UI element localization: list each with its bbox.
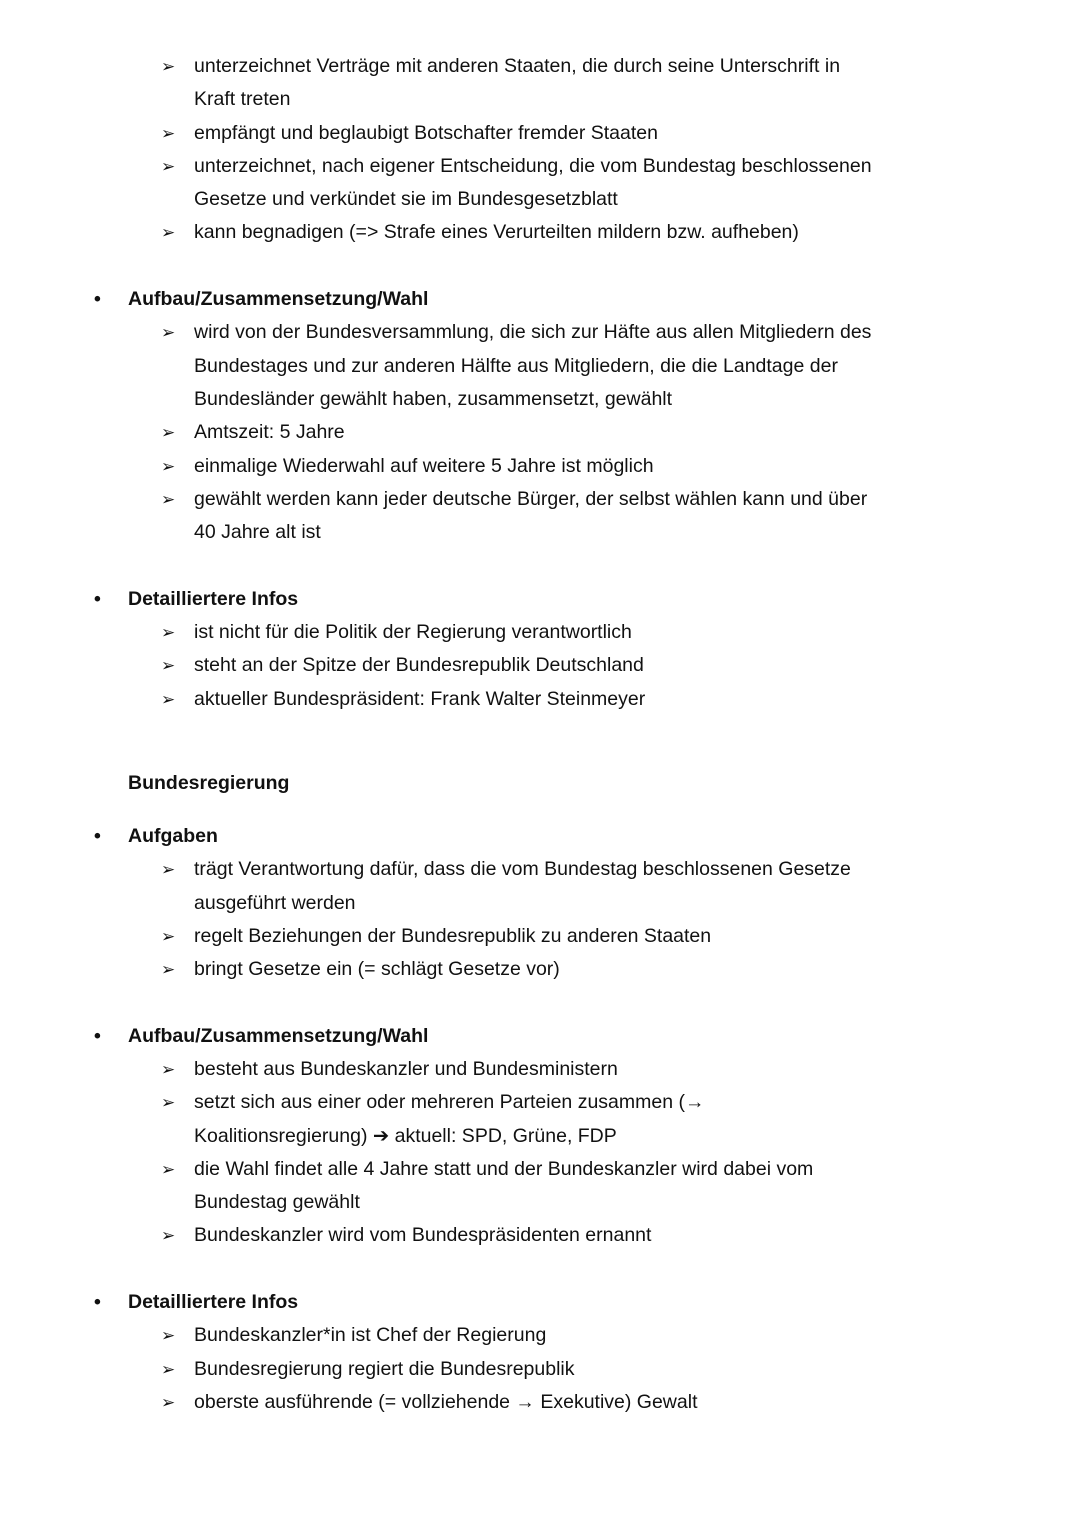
list-item-text: ist nicht für die Politik der Regierung verantwortlich [194, 621, 632, 644]
spacer [0, 986, 1080, 1019]
list-item [0, 483, 1080, 550]
list-item [0, 853, 1080, 920]
arrow-bullet-icon: ➢ [161, 960, 176, 980]
list-item [0, 649, 1080, 682]
list-item [0, 920, 1080, 953]
list-item-text: bringt Gesetze ein (= schlägt Gesetze vor) [194, 958, 560, 981]
list-item [0, 117, 1080, 150]
arrow-bullet-icon: ➢ [161, 323, 176, 343]
list-item-text: einmalige Wiederwahl auf weitere 5 Jahre ist möglich [194, 454, 654, 477]
arrow-bullet-icon: ➢ [161, 123, 176, 143]
list-item-text: gewählt werden kann jeder deutsche Bürger, der selbst wählen kann und über 40 Jahre alt ist [194, 487, 868, 544]
arrow-bullet-icon: ➢ [161, 57, 176, 76]
arrow-bullet-icon: ➢ [161, 623, 176, 643]
list-item [0, 1219, 1080, 1252]
list-item [0, 150, 1080, 217]
bullet-icon: • [94, 1024, 101, 1047]
arrow-bullet-icon: ➢ [161, 656, 176, 676]
spacer [0, 250, 1080, 283]
list-item-text: Amtszeit: 5 Jahre [194, 421, 345, 444]
list-item-text: trägt Verantwortung dafür, dass die vom Bundestag beschlossenen Gesetze ausgeführt werden [194, 858, 851, 914]
arrow-bullet-icon: ➢ [161, 423, 176, 443]
list-item-text: die Wahl findet alle 4 Jahre statt und der Bundeskanzler wird dabei vom Bundestag gewählt [194, 1157, 814, 1214]
list-item-text: empfängt und beglaubigt Botschafter fremder Staaten [194, 121, 658, 144]
list-item-text: Bundeskanzler*in ist Chef der Regierung [194, 1324, 547, 1347]
arrow-bullet-icon: ➢ [161, 860, 176, 880]
arrow-bullet-icon: ➢ [161, 1326, 176, 1346]
arrow-bullet-icon: ➢ [161, 156, 176, 176]
list-item [0, 316, 1080, 416]
list-item [0, 50, 1080, 117]
list-item-text: Bundesregierung regiert die Bundesrepublik [194, 1357, 575, 1380]
arrow-bullet-icon: ➢ [161, 489, 176, 509]
list-item [0, 450, 1080, 483]
section-heading-text: Detailliertere Infos [128, 1291, 299, 1314]
list-item-text: steht an der Spitze der Bundesrepublik Deutschland [194, 654, 644, 677]
section-heading-text: Aufbau/Zusammensetzung/Wahl [128, 1024, 429, 1047]
arrow-bullet-icon: ➢ [161, 1060, 176, 1079]
list-item [0, 953, 1080, 986]
bullet-icon: • [94, 824, 101, 847]
list-item [0, 1053, 1080, 1086]
list-item-text: oberste ausführende (= vollziehende → Exekutive) Gewalt [194, 1390, 698, 1413]
spacer [0, 549, 1080, 582]
list-item-text: setzt sich aus einer oder mehreren Parteien zusammen (→ Koalitionsregierung) ➔ aktuell: SPD, Grüne, FDP [194, 1091, 705, 1147]
list-item-text: unterzeichnet, nach eigener Entscheidung, die vom Bundestag beschlossenen Gesetze und verkündet sie im Bundesgesetzblatt [194, 154, 872, 211]
list-item [0, 683, 1080, 716]
arrow-bullet-icon: ➢ [161, 1392, 176, 1412]
list-item-text: unterzeichnet Verträge mit anderen Staaten, die durch seine Unterschrift in Kraft treten [194, 55, 841, 111]
list-item [0, 216, 1080, 249]
arrow-bullet-icon: ➢ [161, 926, 176, 946]
section-heading [0, 1286, 1080, 1319]
document [0, 50, 1080, 1419]
list-item [0, 1386, 1080, 1419]
list-item-text: aktueller Bundespräsident: Frank Walter Steinmeyer [194, 687, 646, 710]
list-item [0, 616, 1080, 649]
list-item [0, 1153, 1080, 1220]
section-heading [0, 820, 1080, 853]
list-item-text: kann begnadigen (=> Strafe eines Verurteilten mildern bzw. aufheben) [194, 221, 799, 244]
bullet-icon: • [94, 1291, 101, 1314]
section-heading-text: Detailliertere Infos [128, 587, 299, 610]
section-heading-text: Aufbau/Zusammensetzung/Wahl [128, 288, 429, 311]
list-item-text: besteht aus Bundeskanzler und Bundesministern [194, 1058, 618, 1080]
section-heading [0, 583, 1080, 616]
list-item [0, 416, 1080, 449]
list-item-text: Bundeskanzler wird vom Bundespräsidenten ernannt [194, 1224, 652, 1247]
spacer [0, 1253, 1080, 1286]
arrow-bullet-icon: ➢ [161, 1226, 176, 1246]
bullet-icon: • [94, 587, 101, 610]
list-item-text: wird von der Bundesversammlung, die sich zur Häfte aus allen Mitgliedern des Bundestages und zur anderen Hälfte aus Mitgliedern, die die Landtage der Bundesländer gewählt haben, zusammensetzt, gewählt [194, 321, 872, 410]
arrow-bullet-icon: ➢ [161, 1159, 176, 1179]
list-item [0, 1086, 1080, 1153]
list-item [0, 1353, 1080, 1386]
arrow-bullet-icon: ➢ [161, 223, 176, 243]
arrow-bullet-icon: ➢ [161, 1093, 176, 1113]
bullet-icon: • [94, 288, 101, 311]
arrow-bullet-icon: ➢ [161, 1359, 176, 1379]
list-item-text: regelt Beziehungen der Bundesrepublik zu anderen Staaten [194, 924, 712, 947]
section-heading-text: Aufgaben [128, 824, 218, 847]
section-heading [0, 1020, 1080, 1053]
arrow-bullet-icon: ➢ [161, 689, 176, 709]
section-heading [0, 283, 1080, 316]
section-title: Bundesregierung [128, 771, 290, 794]
arrow-bullet-icon: ➢ [161, 456, 176, 476]
list-item [0, 1319, 1080, 1352]
